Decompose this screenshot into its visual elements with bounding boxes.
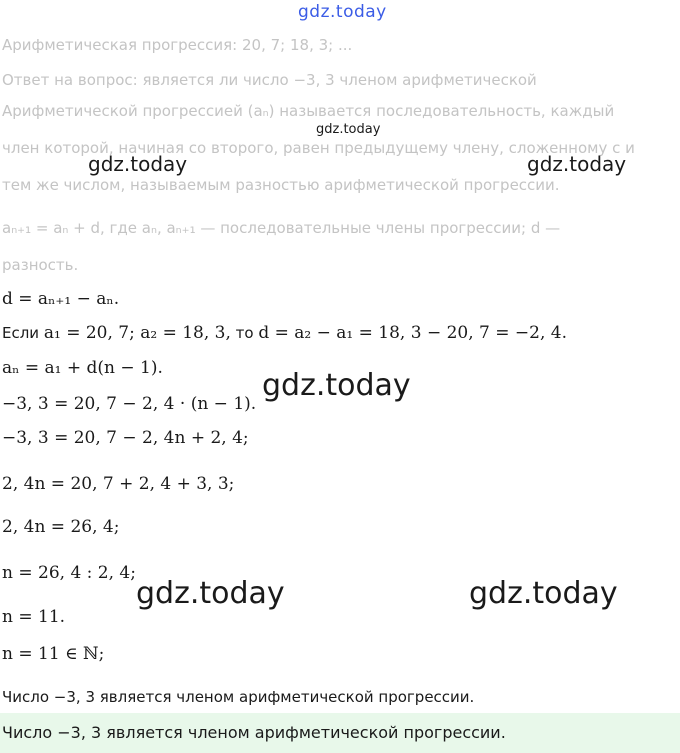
condition-line-5: тем же числом, называемым разностью арифметической прогрессии. <box>2 176 560 194</box>
solution-step-2 <box>2 323 567 343</box>
solution-step-6: 2, 4n = 20, 7 + 2, 4 + 3, 3; <box>2 474 235 494</box>
condition-line-7: разность. <box>2 256 79 274</box>
watermark-2: gdz.today <box>527 152 627 176</box>
condition-line-3: Арифметической прогрессией (aₙ) называется последовательность, каждый <box>2 102 615 120</box>
step-2-math-2: d = a₂ − a₁ = 18, 3 − 20, 7 = −2, 4. <box>258 323 567 343</box>
watermark-4: gdz.today <box>136 576 285 611</box>
site-logo[interactable]: gdz.today <box>298 2 387 22</box>
solution-step-8: n = 26, 4 : 2, 4; <box>2 563 136 583</box>
condition-line-6: aₙ₊₁ = aₙ + d, где aₙ, aₙ₊₁ — последовательные члены прогрессии; d — <box>2 219 561 237</box>
watermark-5: gdz.today <box>469 576 618 611</box>
answer-text: Число −3, 3 является членом арифметической прогрессии. <box>2 723 506 742</box>
solution-step-5: −3, 3 = 20, 7 − 2, 4n + 2, 4; <box>2 428 249 448</box>
step-2-math-1: a₁ = 20, 7; a₂ = 18, 3, <box>43 323 231 343</box>
watermark-small: gdz.today <box>316 122 381 137</box>
watermark-3: gdz.today <box>262 368 411 403</box>
solution-step-7: 2, 4n = 26, 4; <box>2 517 120 537</box>
step-2-prefix: Если <box>2 324 44 342</box>
step-2-mid: то <box>230 324 259 342</box>
solution-step-4: −3, 3 = 20, 7 − 2, 4 · (n − 1). <box>2 394 257 414</box>
solution-conclusion: Число −3, 3 является членом арифметической прогрессии. <box>2 688 475 706</box>
solution-step-10: n = 11 ∈ ℕ; <box>2 644 105 664</box>
condition-line-4: член которой, начиная со второго, равен предыдущему члену, сложенному с и <box>2 139 635 157</box>
solution-step-3: aₙ = a₁ + d(n − 1). <box>2 358 163 378</box>
solution-step-9: n = 11. <box>2 607 66 627</box>
solution-step-1: d = aₙ₊₁ − aₙ. <box>2 289 120 309</box>
condition-line-1: Арифметическая прогрессия: 20, 7; 18, 3; ... <box>2 36 353 54</box>
condition-line-2: Ответ на вопрос: является ли число −3, 3 членом арифметической <box>2 71 537 89</box>
watermark-1: gdz.today <box>88 152 188 176</box>
